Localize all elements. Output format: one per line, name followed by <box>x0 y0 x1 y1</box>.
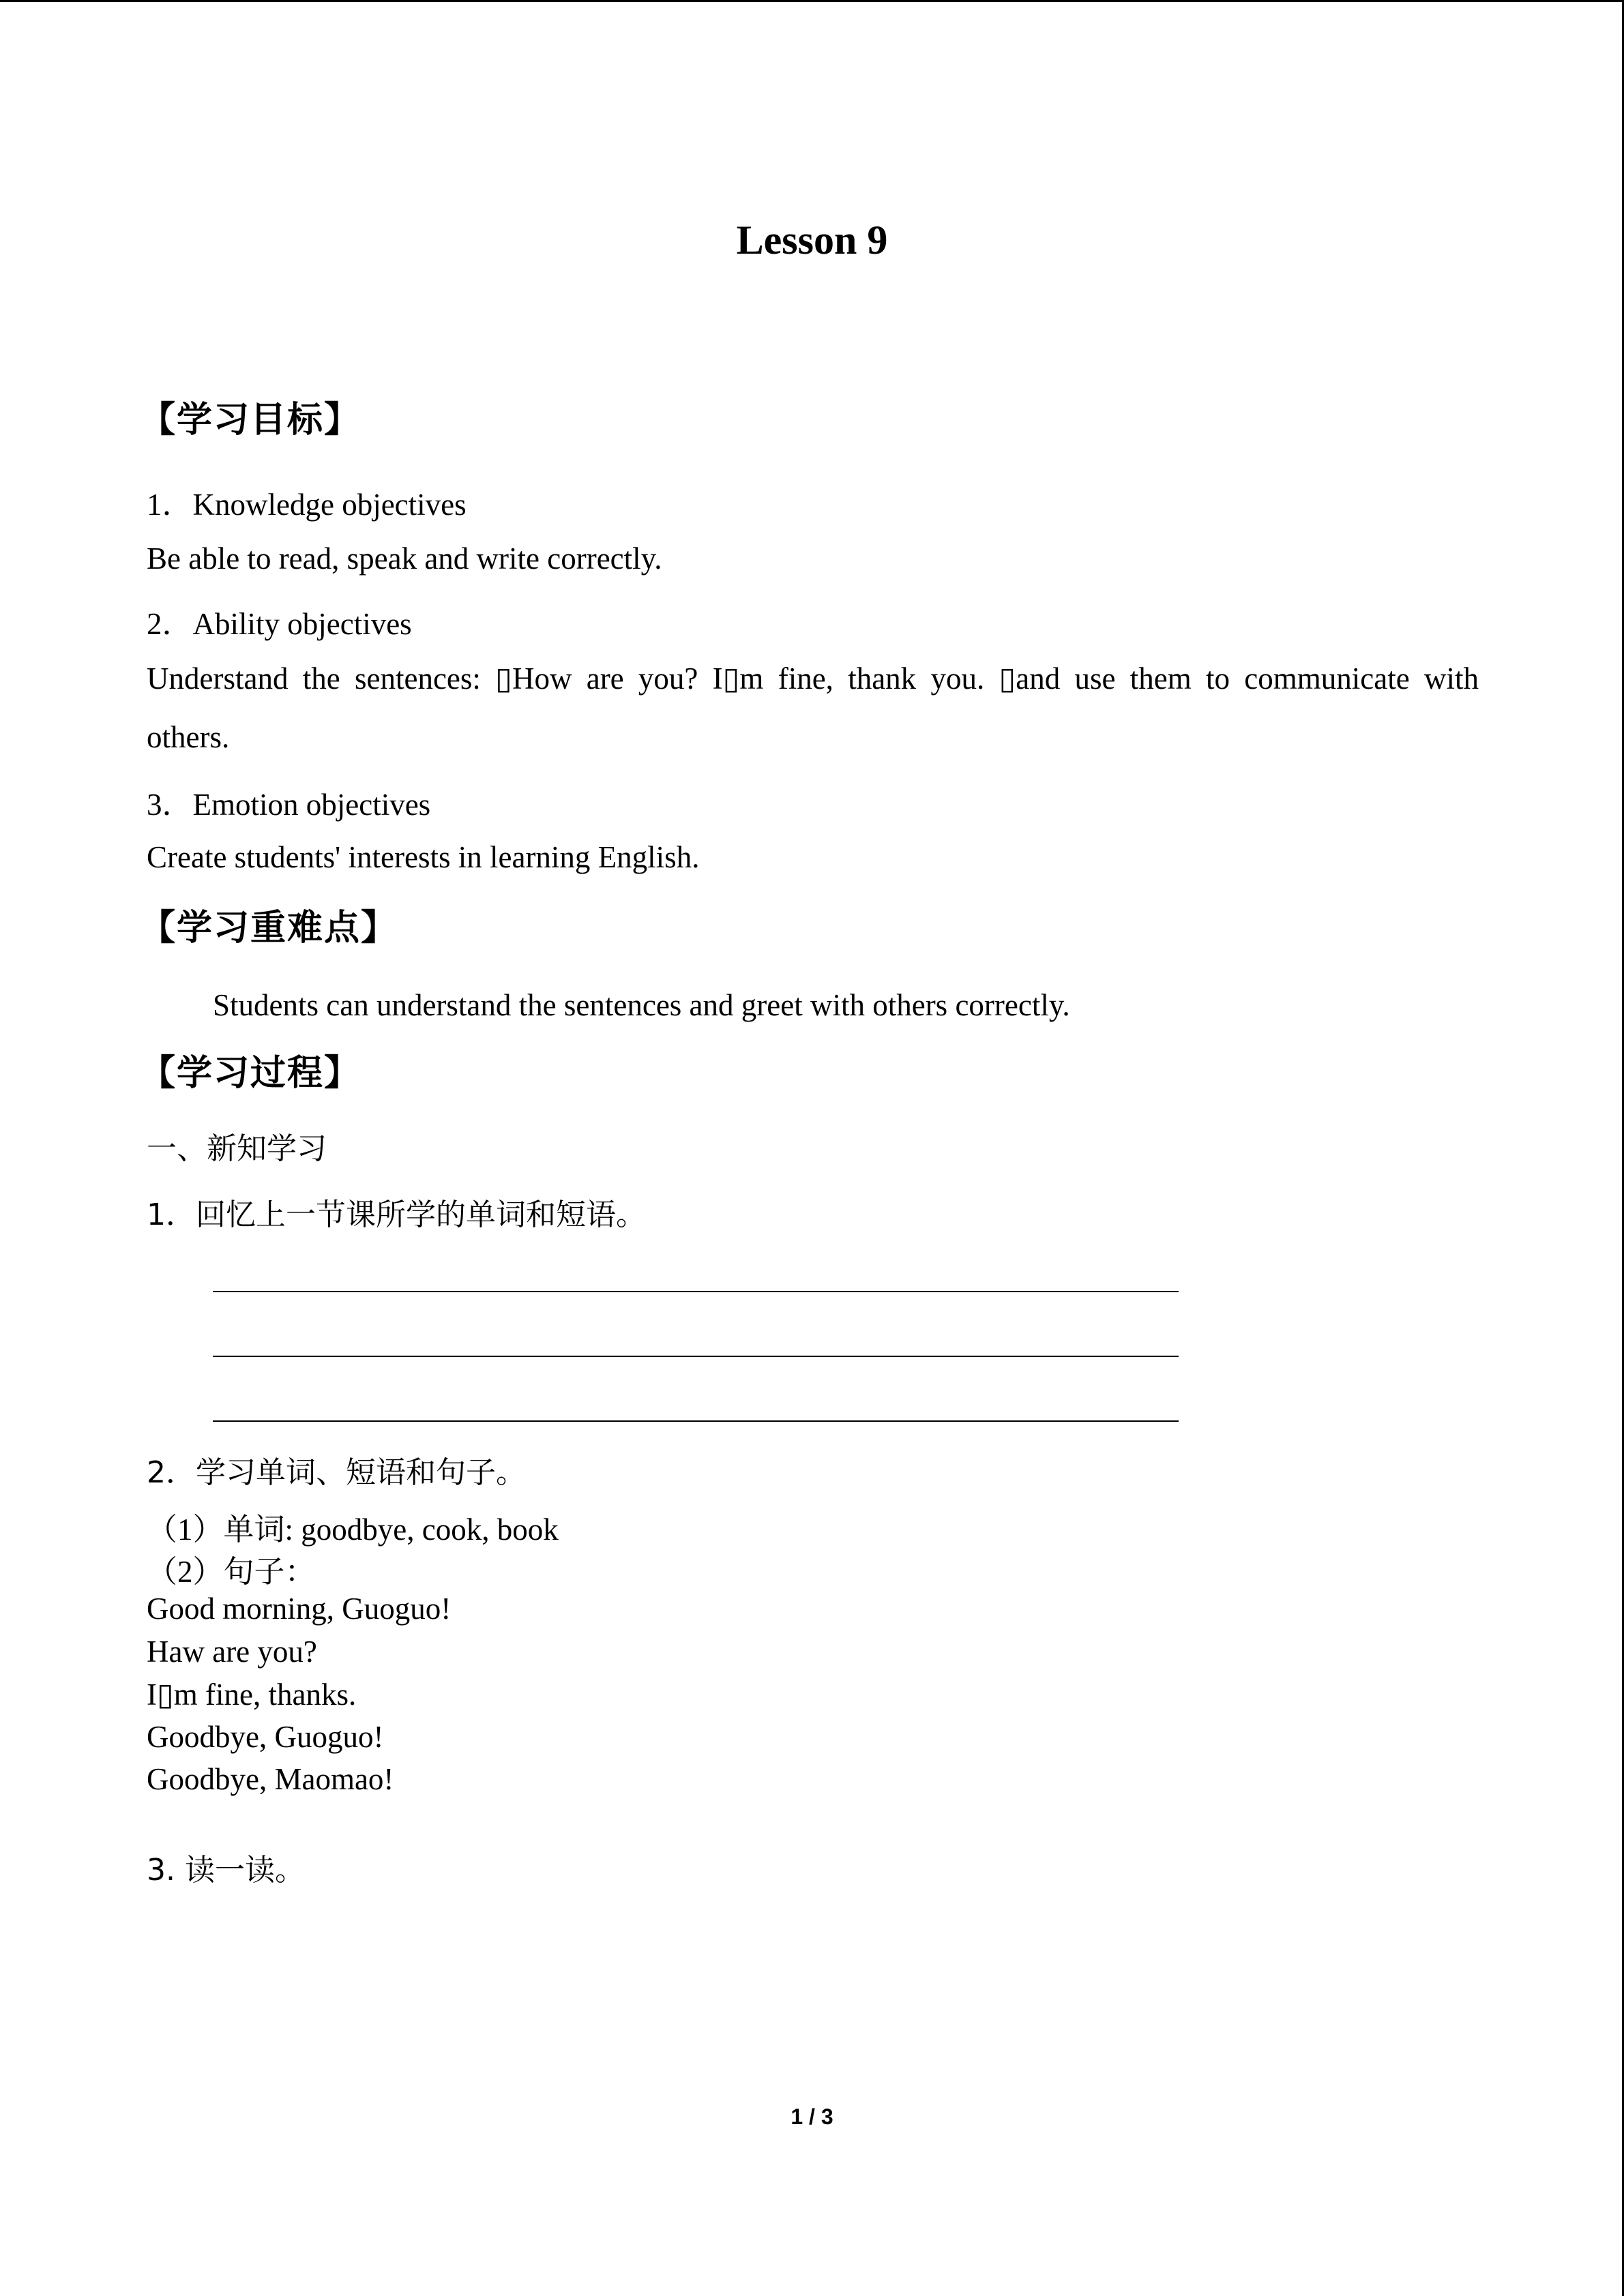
sentence-line: I▯m fine, thanks. <box>147 1678 357 1712</box>
process-step-3: 3. 读一读。 <box>147 1853 305 1888</box>
objective-2-text-line-2: others. <box>147 720 230 754</box>
objective-1-text: Be able to read, speak and write correctly. <box>147 541 662 576</box>
objective-2-text-line-1: Understand the sentences: ▯How are you? I▯m fine, thank you. ▯and use them to communicate with <box>147 661 1479 696</box>
section-heading-objectives: 【学习目标】 <box>140 400 361 441</box>
section-heading-key-points: 【学习重难点】 <box>140 908 398 949</box>
objective-3-title: 3．Emotion objectives <box>147 788 431 822</box>
process-step-1: 1．回忆上一节课所学的单词和短语。 <box>147 1197 646 1232</box>
vocabulary-words: （1）单词: goodbye, cook, book <box>147 1512 559 1547</box>
answer-blank-line <box>213 1356 1179 1357</box>
sentence-line: Goodbye, Guoguo! <box>147 1720 384 1754</box>
key-points-text: Students can understand the sentences and greet with others correctly. <box>213 988 1070 1022</box>
page-number: 1 / 3 <box>791 2104 833 2129</box>
sentence-line: Goodbye, Maomao! <box>147 1762 394 1796</box>
answer-blank-line <box>213 1420 1179 1422</box>
objective-2-title: 2．Ability objectives <box>147 607 412 641</box>
objective-1-title: 1．Knowledge objectives <box>147 488 467 522</box>
sentence-line: Good morning, Guoguo! <box>147 1592 452 1626</box>
answer-blank-line <box>213 1291 1179 1292</box>
section-heading-process: 【学习过程】 <box>140 1053 361 1094</box>
sentences-label: （2）句子： <box>147 1555 316 1589</box>
page-title: Lesson 9 <box>736 218 888 263</box>
sentence-line: Haw are you? <box>147 1635 317 1669</box>
process-step-2: 2．学习单词、短语和句子。 <box>147 1455 526 1490</box>
objective-3-text: Create students' interests in learning English. <box>147 840 700 874</box>
process-part-1-title: 一、新知学习 <box>147 1131 327 1166</box>
